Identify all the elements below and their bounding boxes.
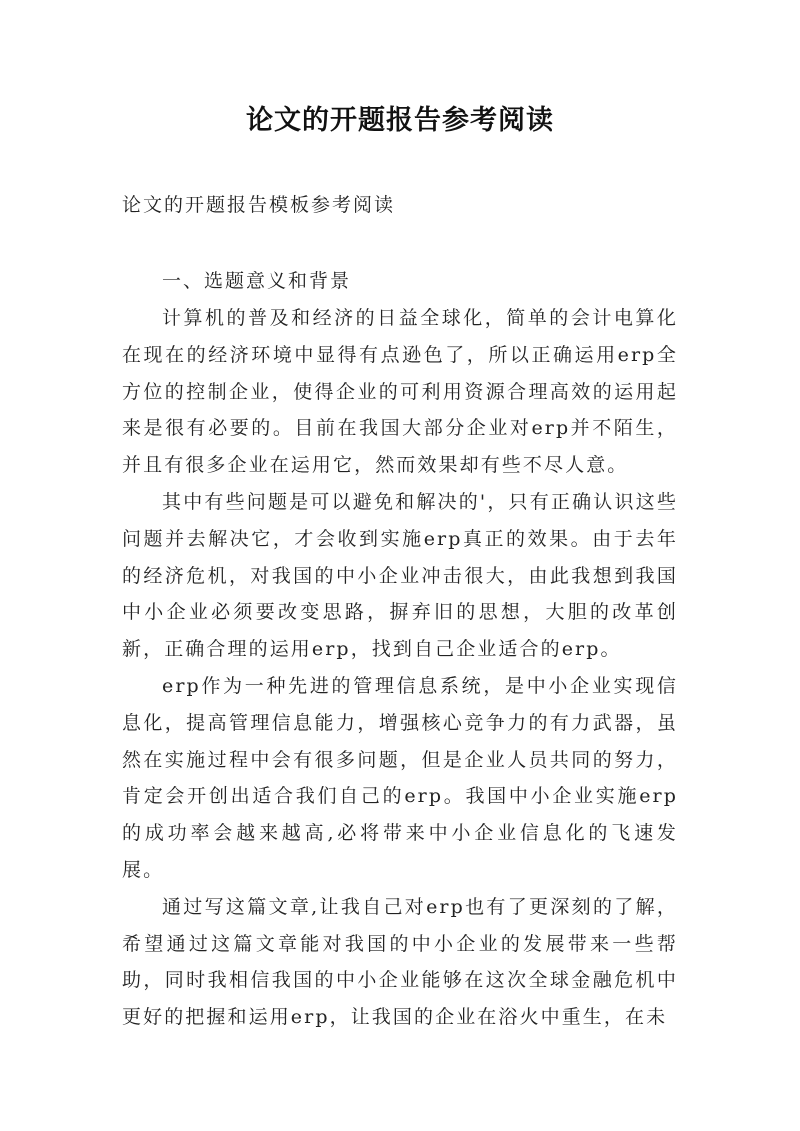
paragraph-2: 其中有些问题是可以避免和解决的'，只有正确认识这些问题并去解决它，才会收到实施erp真正的效果。由于去年的经济危机，对我国的中小企业冲击很大，由此我想到我国中小企业必须要改变思路，摒弃旧的思想，大胆的改革创新，正确合理的运用erp，找到自己企业适合的erp。 [122,490,678,661]
section-heading: 一、选题意义和背景 [162,270,352,292]
document-subtitle: 论文的开题报告模板参考阅读 [122,194,396,216]
paragraph-3: erp作为一种先进的管理信息系统，是中小企业实现信息化，提高管理信息能力，增强核心竞争力的有力武器，虽然在实施过程中会有很多问题，但是企业人员共同的努力，肯定会开创出适合我们自己的erp。我国中小企业实施erp的成功率会越来越高,必将带来中小企业信息化的飞速发展。 [122,674,678,881]
paragraph-4: 通过写这篇文章,让我自己对erp也有了更深刻的了解，希望通过这篇文章能对我国的中小企业的发展带来一些帮助，同时我相信我国的中小企业能够在这次全球金融危机中更好的把握和运用erp，让我国的企业在浴火中重生，在未 [122,895,678,1029]
paragraph-1: 计算机的普及和经济的日益全球化，简单的会计电算化在现在的经济环境中显得有点逊色了，所以正确运用erp全方位的控制企业，使得企业的可利用资源合理高效的运用起来是很有必要的。目前在我国大部分企业对erp并不陌生，并且有很多企业在运用它，然而效果却有些不尽人意。 [122,307,678,477]
document-title: 论文的开题报告参考阅读 [246,105,554,136]
document-body [122,300,678,1036]
